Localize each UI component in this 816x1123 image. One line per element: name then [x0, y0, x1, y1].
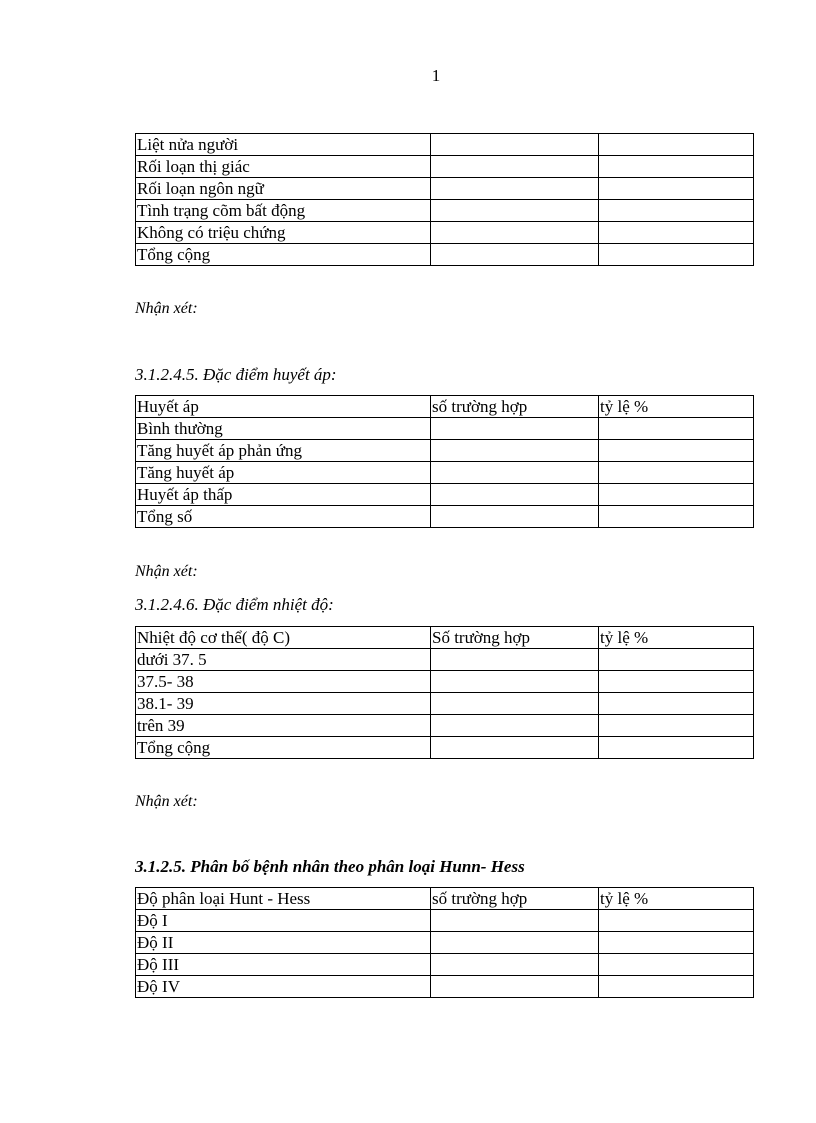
table-cell — [599, 418, 754, 440]
table-cell — [599, 506, 754, 528]
table-row — [136, 244, 754, 266]
table-row — [136, 156, 754, 178]
table-cell: 37.5- 38 — [136, 671, 431, 693]
table-cell — [431, 462, 599, 484]
blood-pressure-table — [135, 395, 754, 528]
table-row — [136, 134, 754, 156]
table-row — [136, 222, 754, 244]
table-cell — [599, 484, 754, 506]
table-header-cell: tỷ lệ % — [599, 396, 754, 418]
table-cell — [431, 932, 599, 954]
symptoms-table — [135, 133, 754, 266]
table-cell — [431, 976, 599, 998]
table-header-cell: Huyết áp — [136, 396, 431, 418]
table-cell — [599, 462, 754, 484]
table-cell — [599, 244, 754, 266]
table-row — [136, 484, 754, 506]
table-row — [136, 506, 754, 528]
table-row — [136, 462, 754, 484]
table-row — [136, 954, 754, 976]
table-row — [136, 932, 754, 954]
table-cell — [431, 156, 599, 178]
table-cell — [599, 649, 754, 671]
table-cell — [599, 693, 754, 715]
table-cell — [431, 506, 599, 528]
table-cell: Tăng huyết áp phản ứng — [136, 440, 431, 462]
section-heading-hunt-hess: 3.1.2.5. Phân bố bệnh nhân theo phân loại Hunn- Hess — [135, 857, 525, 876]
table-cell — [599, 976, 754, 998]
table-header-cell: tỷ lệ % — [599, 627, 754, 649]
table-cell: Tổng số — [136, 506, 431, 528]
table-cell: Tình trạng cõm bất động — [136, 200, 431, 222]
table-cell: Tăng huyết áp — [136, 462, 431, 484]
table-row — [136, 178, 754, 200]
table-cell — [431, 178, 599, 200]
table-cell — [599, 737, 754, 759]
table-cell — [599, 932, 754, 954]
table-cell: Độ IV — [136, 976, 431, 998]
table-cell: 38.1- 39 — [136, 693, 431, 715]
table-cell — [599, 156, 754, 178]
table-header-cell: Nhiệt độ cơ thể( độ C) — [136, 627, 431, 649]
table-cell — [431, 418, 599, 440]
section-heading-blood-pressure: 3.1.2.4.5. Đặc điểm huyết áp: — [135, 365, 337, 384]
table-cell: Tổng cộng — [136, 737, 431, 759]
table-header-cell: Độ phân loại Hunt - Hess — [136, 888, 431, 910]
table-cell — [431, 222, 599, 244]
table-row — [136, 440, 754, 462]
table-cell — [431, 484, 599, 506]
remark-label: Nhận xét: — [135, 300, 198, 317]
table-header-row — [136, 396, 754, 418]
table-row — [136, 910, 754, 932]
table-cell: Tổng cộng — [136, 244, 431, 266]
table-header-cell: số trường hợp — [431, 396, 599, 418]
table-row — [136, 737, 754, 759]
page-number: 1 — [431, 66, 441, 85]
table-cell — [431, 693, 599, 715]
table-cell: Huyết áp thấp — [136, 484, 431, 506]
table-cell — [599, 671, 754, 693]
table-cell — [431, 737, 599, 759]
table-row — [136, 693, 754, 715]
table-cell — [599, 440, 754, 462]
table-row — [136, 418, 754, 440]
table-cell — [431, 715, 599, 737]
table-cell: Độ I — [136, 910, 431, 932]
table-cell — [431, 134, 599, 156]
remark-label: Nhận xét: — [135, 793, 198, 810]
table-header-row — [136, 888, 754, 910]
table-cell — [431, 910, 599, 932]
table-cell — [431, 649, 599, 671]
table-header-row — [136, 627, 754, 649]
table-cell: Liệt nửa người — [136, 134, 431, 156]
table-cell — [431, 671, 599, 693]
table-row — [136, 715, 754, 737]
table-cell — [431, 954, 599, 976]
table-cell: trên 39 — [136, 715, 431, 737]
table-cell — [599, 200, 754, 222]
table-header-cell: Số trường hợp — [431, 627, 599, 649]
table-cell — [599, 715, 754, 737]
table-cell: Độ II — [136, 932, 431, 954]
table-header-cell: tỷ lệ % — [599, 888, 754, 910]
table-row — [136, 976, 754, 998]
section-heading-temperature: 3.1.2.4.6. Đặc điểm nhiệt độ: — [135, 595, 334, 614]
table-cell — [431, 440, 599, 462]
table-cell — [599, 134, 754, 156]
table-header-cell: số trường hợp — [431, 888, 599, 910]
table-cell: Không có triệu chứng — [136, 222, 431, 244]
table-cell: Rối loạn ngôn ngữ — [136, 178, 431, 200]
table-row — [136, 671, 754, 693]
table-row — [136, 200, 754, 222]
table-cell: Độ III — [136, 954, 431, 976]
table-cell — [431, 200, 599, 222]
table-cell: Bình thường — [136, 418, 431, 440]
hunt-hess-table — [135, 887, 754, 998]
table-cell — [599, 910, 754, 932]
table-cell — [431, 244, 599, 266]
temperature-table — [135, 626, 754, 759]
table-cell: dưới 37. 5 — [136, 649, 431, 671]
table-cell — [599, 222, 754, 244]
table-cell: Rối loạn thị giác — [136, 156, 431, 178]
table-row — [136, 649, 754, 671]
table-cell — [599, 178, 754, 200]
table-cell — [599, 954, 754, 976]
remark-label: Nhận xét: — [135, 563, 198, 580]
